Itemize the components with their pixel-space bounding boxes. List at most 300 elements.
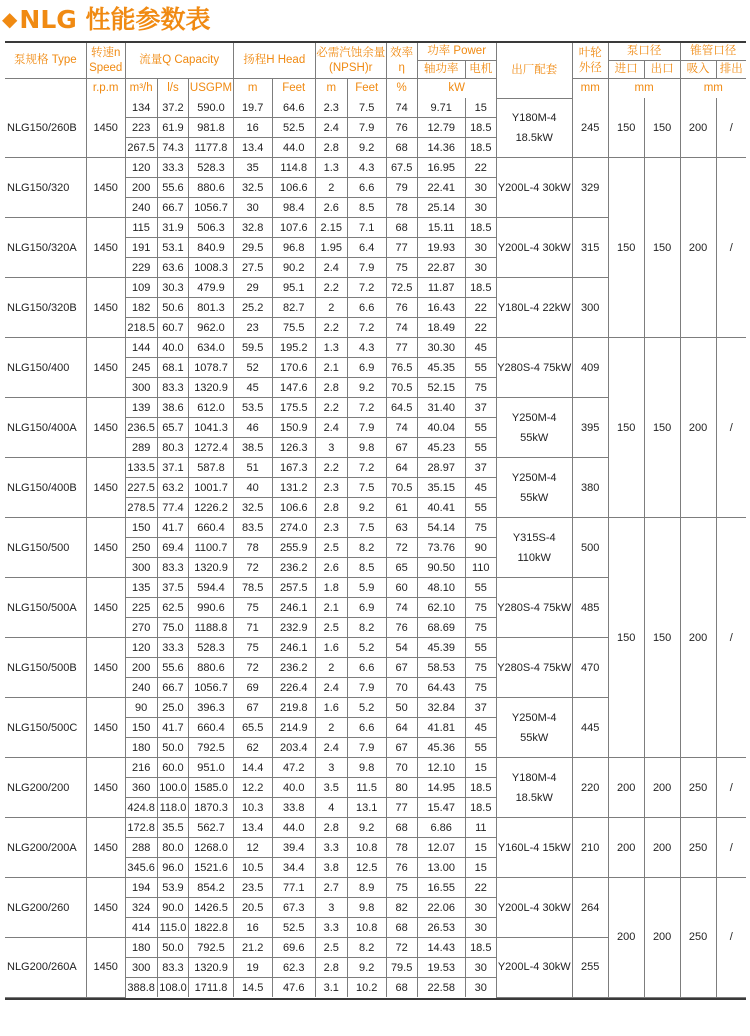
q-ls-cell: 25.0 [157,698,189,718]
npsh-feet-cell: 4.3 [347,338,386,358]
motor-power-cell: 45 [465,478,496,498]
impeller-cell: 300 [572,278,608,338]
q-usgpm-cell: 880.6 [189,658,233,678]
head-feet-cell: 52.5 [272,118,315,138]
motor-power-cell: 15 [465,758,496,778]
efficiency-cell: 77 [386,238,417,258]
outlet-cell: 200 [644,818,680,878]
model-name: NLG150/400B [5,458,86,518]
impeller-cell: 329 [572,158,608,218]
q-usgpm-cell: 590.0 [189,98,233,118]
q-m3h-cell: 278.5 [125,498,157,518]
q-m3h-cell: 288 [125,838,157,858]
motor-power-cell: 18.5 [465,138,496,158]
npsh-m-cell: 4 [315,798,347,818]
motor-power-cell: 22 [465,878,496,898]
q-m3h-cell: 388.8 [125,978,157,998]
q-m3h-cell: 240 [125,678,157,698]
npsh-feet-cell: 13.1 [347,798,386,818]
header-shaft-power: 轴功率 [417,61,465,79]
impeller-cell: 500 [572,518,608,578]
efficiency-cell: 60 [386,578,417,598]
motor-power-cell: 55 [465,498,496,518]
npsh-m-cell: 2.2 [315,318,347,338]
efficiency-cell: 50 [386,698,417,718]
npsh-m-cell: 2.1 [315,598,347,618]
speed-cell: 1450 [86,98,125,158]
impeller-cell: 395 [572,398,608,458]
efficiency-cell: 78 [386,838,417,858]
q-ls-cell: 60.7 [157,318,189,338]
npsh-feet-cell: 7.5 [347,478,386,498]
q-m3h-cell: 133.5 [125,458,157,478]
performance-table [5,43,746,998]
discharge-cell: / [716,338,746,518]
q-ls-cell: 37.2 [157,98,189,118]
q-ls-cell: 80.0 [157,838,189,858]
q-m3h-cell: 225 [125,598,157,618]
head-m-cell: 10.5 [233,858,272,878]
efficiency-cell: 72.5 [386,278,417,298]
q-ls-cell: 33.3 [157,638,189,658]
head-m-cell: 19.7 [233,98,272,118]
header-pipe-bore: 锥管口径 [680,43,746,61]
shaft-power-cell: 14.36 [417,138,465,158]
discharge-cell: / [716,878,746,998]
motor-power-cell: 18.5 [465,118,496,138]
motor-power-cell: 75 [465,678,496,698]
npsh-m-cell: 2.1 [315,358,347,378]
head-m-cell: 69 [233,678,272,698]
shaft-power-cell: 26.53 [417,918,465,938]
q-ls-cell: 77.4 [157,498,189,518]
q-ls-cell: 118.0 [157,798,189,818]
q-m3h-cell: 200 [125,658,157,678]
npsh-m-cell: 2.15 [315,218,347,238]
table-row [5,338,746,358]
head-m-cell: 65.5 [233,718,272,738]
motor-power-cell: 11 [465,818,496,838]
npsh-m-cell: 2.5 [315,938,347,958]
shaft-power-cell: 6.86 [417,818,465,838]
efficiency-cell: 63 [386,518,417,538]
speed-cell: 1450 [86,158,125,218]
q-usgpm-cell: 1320.9 [189,558,233,578]
head-m-cell: 78.5 [233,578,272,598]
motor-power-cell: 30 [465,238,496,258]
speed-cell: 1450 [86,218,125,278]
q-ls-cell: 80.3 [157,438,189,458]
npsh-feet-cell: 5.2 [347,698,386,718]
npsh-feet-cell: 9.2 [347,498,386,518]
efficiency-cell: 82 [386,898,417,918]
unit-npsh-m: m [315,79,347,99]
npsh-m-cell: 1.95 [315,238,347,258]
q-ls-cell: 30.3 [157,278,189,298]
npsh-feet-cell: 8.5 [347,558,386,578]
npsh-feet-cell: 7.1 [347,218,386,238]
npsh-feet-cell: 9.2 [347,378,386,398]
npsh-feet-cell: 9.2 [347,958,386,978]
efficiency-cell: 67 [386,658,417,678]
npsh-feet-cell: 7.2 [347,318,386,338]
motor-power-cell: 15 [465,858,496,878]
impeller-cell: 255 [572,938,608,998]
head-feet-cell: 214.9 [272,718,315,738]
npsh-m-cell: 3.3 [315,918,347,938]
head-m-cell: 75 [233,638,272,658]
q-usgpm-cell: 981.8 [189,118,233,138]
shaft-power-cell: 90.50 [417,558,465,578]
inlet-cell: 200 [608,878,644,998]
efficiency-cell: 74 [386,598,417,618]
head-m-cell: 13.4 [233,818,272,838]
efficiency-cell: 80 [386,778,417,798]
head-feet-cell: 255.9 [272,538,315,558]
shaft-power-cell: 16.43 [417,298,465,318]
shaft-power-cell: 14.43 [417,938,465,958]
motor-power-cell: 18.5 [465,938,496,958]
efficiency-cell: 70.5 [386,378,417,398]
efficiency-cell: 67.5 [386,158,417,178]
q-m3h-cell: 414 [125,918,157,938]
motor-power-cell: 18.5 [465,778,496,798]
shaft-power-cell: 54.14 [417,518,465,538]
discharge-cell: / [716,98,746,158]
npsh-feet-cell: 6.4 [347,238,386,258]
q-m3h-cell: 424.8 [125,798,157,818]
header-outlet: 出口 [644,61,680,79]
q-m3h-cell: 300 [125,958,157,978]
head-feet-cell: 257.5 [272,578,315,598]
npsh-m-cell: 2.8 [315,958,347,978]
q-usgpm-cell: 1272.4 [189,438,233,458]
q-usgpm-cell: 587.8 [189,458,233,478]
npsh-feet-cell: 12.5 [347,858,386,878]
q-m3h-cell: 115 [125,218,157,238]
motor-power-cell: 30 [465,978,496,998]
head-m-cell: 32.5 [233,178,272,198]
header-efficiency: 效率 η [386,43,417,79]
motor-power-cell: 30 [465,198,496,218]
factory-motor-cell: Y250M-4 55kW [496,458,572,518]
motor-power-cell: 30 [465,258,496,278]
head-feet-cell: 52.5 [272,918,315,938]
head-feet-cell: 131.2 [272,478,315,498]
q-m3h-cell: 172.8 [125,818,157,838]
speed-cell: 1450 [86,938,125,998]
head-feet-cell: 82.7 [272,298,315,318]
q-usgpm-cell: 840.9 [189,238,233,258]
q-m3h-cell: 139 [125,398,157,418]
head-feet-cell: 47.6 [272,978,315,998]
q-ls-cell: 83.3 [157,558,189,578]
q-m3h-cell: 300 [125,378,157,398]
q-usgpm-cell: 792.5 [189,938,233,958]
efficiency-cell: 67 [386,438,417,458]
factory-motor-cell: Y180M-4 18.5kW [496,98,572,158]
head-feet-cell: 126.3 [272,438,315,458]
suction-cell: 200 [680,98,716,158]
model-name: NLG150/260B [5,98,86,158]
q-ls-cell: 69.4 [157,538,189,558]
discharge-cell: / [716,758,746,818]
npsh-m-cell: 2.3 [315,518,347,538]
q-ls-cell: 66.7 [157,198,189,218]
npsh-feet-cell: 7.2 [347,398,386,418]
efficiency-cell: 68 [386,918,417,938]
head-m-cell: 67 [233,698,272,718]
npsh-m-cell: 2 [315,178,347,198]
head-m-cell: 23.5 [233,878,272,898]
motor-power-cell: 22 [465,158,496,178]
header-head: 扬程H Head [233,43,315,79]
q-m3h-cell: 250 [125,538,157,558]
npsh-m-cell: 2.2 [315,398,347,418]
q-m3h-cell: 240 [125,198,157,218]
shaft-power-cell: 41.81 [417,718,465,738]
head-m-cell: 51 [233,458,272,478]
q-ls-cell: 83.3 [157,958,189,978]
model-name: NLG150/400A [5,398,86,458]
motor-power-cell: 55 [465,418,496,438]
q-usgpm-cell: 1226.2 [189,498,233,518]
q-m3h-cell: 144 [125,338,157,358]
npsh-m-cell: 2.6 [315,198,347,218]
q-ls-cell: 53.1 [157,238,189,258]
suction-cell: 250 [680,878,716,998]
efficiency-cell: 76.5 [386,358,417,378]
npsh-feet-cell: 8.5 [347,198,386,218]
npsh-m-cell: 3.8 [315,858,347,878]
q-usgpm-cell: 660.4 [189,718,233,738]
q-m3h-cell: 120 [125,638,157,658]
speed-cell: 1450 [86,458,125,518]
unit-impeller: mm [572,79,608,99]
q-ls-cell: 50.0 [157,738,189,758]
efficiency-cell: 64 [386,718,417,738]
q-m3h-cell: 300 [125,558,157,578]
shaft-power-cell: 19.53 [417,958,465,978]
head-feet-cell: 40.0 [272,778,315,798]
head-feet-cell: 203.4 [272,738,315,758]
q-usgpm-cell: 1041.3 [189,418,233,438]
model-name: NLG200/200 [5,758,86,818]
unit-power: kW [417,79,496,99]
shaft-power-cell: 25.14 [417,198,465,218]
head-feet-cell: 69.6 [272,938,315,958]
efficiency-cell: 76 [386,618,417,638]
efficiency-cell: 75 [386,878,417,898]
shaft-power-cell: 13.00 [417,858,465,878]
head-m-cell: 14.4 [233,758,272,778]
npsh-m-cell: 2.8 [315,498,347,518]
shaft-power-cell: 19.93 [417,238,465,258]
motor-power-cell: 55 [465,638,496,658]
q-usgpm-cell: 1870.3 [189,798,233,818]
head-feet-cell: 246.1 [272,638,315,658]
efficiency-cell: 76 [386,298,417,318]
outlet-cell: 150 [644,518,680,758]
header-motor: 电机 [465,61,496,79]
head-m-cell: 29.5 [233,238,272,258]
npsh-feet-cell: 7.2 [347,458,386,478]
efficiency-cell: 75 [386,258,417,278]
npsh-feet-cell: 8.2 [347,938,386,958]
q-m3h-cell: 289 [125,438,157,458]
speed-cell: 1450 [86,638,125,698]
model-name: NLG150/500A [5,578,86,638]
npsh-feet-cell: 9.8 [347,758,386,778]
npsh-feet-cell: 7.9 [347,118,386,138]
q-m3h-cell: 218.5 [125,318,157,338]
motor-power-cell: 37 [465,698,496,718]
q-ls-cell: 63.6 [157,258,189,278]
model-name: NLG200/260 [5,878,86,938]
head-m-cell: 78 [233,538,272,558]
q-m3h-cell: 229 [125,258,157,278]
npsh-m-cell: 2.5 [315,618,347,638]
npsh-feet-cell: 8.9 [347,878,386,898]
table-row [5,158,746,178]
npsh-m-cell: 2.3 [315,478,347,498]
efficiency-cell: 70 [386,678,417,698]
table-row [5,98,746,118]
npsh-m-cell: 3 [315,438,347,458]
efficiency-cell: 74 [386,318,417,338]
diamond-icon: ◆ [2,7,18,31]
npsh-m-cell: 2.4 [315,738,347,758]
unit-q-ls: l/s [157,79,189,99]
motor-power-cell: 75 [465,658,496,678]
suction-cell: 200 [680,338,716,518]
efficiency-cell: 70.5 [386,478,417,498]
factory-motor-cell: Y200L-4 30kW [496,158,572,218]
impeller-cell: 380 [572,458,608,518]
shaft-power-cell: 32.84 [417,698,465,718]
npsh-feet-cell: 7.9 [347,418,386,438]
efficiency-cell: 54 [386,638,417,658]
factory-motor-cell: Y180L-4 22kW [496,278,572,338]
npsh-feet-cell: 6.9 [347,358,386,378]
efficiency-cell: 68 [386,218,417,238]
model-name: NLG150/320A [5,218,86,278]
head-m-cell: 53.5 [233,398,272,418]
impeller-cell: 220 [572,758,608,818]
q-usgpm-cell: 1188.8 [189,618,233,638]
suction-cell: 200 [680,158,716,338]
head-m-cell: 10.3 [233,798,272,818]
q-usgpm-cell: 1320.9 [189,958,233,978]
head-feet-cell: 44.0 [272,818,315,838]
head-m-cell: 38.5 [233,438,272,458]
npsh-m-cell: 2.4 [315,678,347,698]
unit-speed: r.p.m [86,79,125,99]
outlet-cell: 150 [644,158,680,338]
q-usgpm-cell: 1521.6 [189,858,233,878]
model-name: NLG200/200A [5,818,86,878]
head-feet-cell: 167.3 [272,458,315,478]
head-m-cell: 71 [233,618,272,638]
head-feet-cell: 44.0 [272,138,315,158]
head-m-cell: 35 [233,158,272,178]
outlet-cell: 200 [644,758,680,818]
header-capacity: 流量Q Capacity [125,43,233,79]
shaft-power-cell: 15.11 [417,218,465,238]
npsh-m-cell: 2.2 [315,458,347,478]
q-usgpm-cell: 396.3 [189,698,233,718]
npsh-m-cell: 2.4 [315,118,347,138]
speed-cell: 1450 [86,878,125,938]
npsh-m-cell: 1.3 [315,158,347,178]
page-title-text: NLG 性能参数表 [19,5,211,34]
impeller-cell: 245 [572,98,608,158]
npsh-m-cell: 3.3 [315,838,347,858]
q-usgpm-cell: 1001.7 [189,478,233,498]
shaft-power-cell: 45.36 [417,738,465,758]
q-ls-cell: 33.3 [157,158,189,178]
npsh-m-cell: 1.3 [315,338,347,358]
header-factory-motor: 出厂配套 [496,43,572,98]
q-usgpm-cell: 612.0 [189,398,233,418]
q-m3h-cell: 267.5 [125,138,157,158]
motor-power-cell: 22 [465,298,496,318]
q-usgpm-cell: 1585.0 [189,778,233,798]
efficiency-cell: 72 [386,938,417,958]
speed-cell: 1450 [86,338,125,398]
inlet-cell: 150 [608,518,644,758]
suction-cell: 250 [680,758,716,818]
shaft-power-cell: 12.79 [417,118,465,138]
header-power: 功率 Power [417,43,496,61]
shaft-power-cell: 16.55 [417,878,465,898]
npsh-feet-cell: 7.5 [347,518,386,538]
shaft-power-cell: 28.97 [417,458,465,478]
head-m-cell: 62 [233,738,272,758]
q-ls-cell: 115.0 [157,918,189,938]
q-ls-cell: 41.7 [157,718,189,738]
motor-power-cell: 22 [465,318,496,338]
model-name: NLG150/320B [5,278,86,338]
q-ls-cell: 108.0 [157,978,189,998]
impeller-cell: 264 [572,878,608,938]
shaft-power-cell: 58.53 [417,658,465,678]
shaft-power-cell: 40.41 [417,498,465,518]
q-m3h-cell: 236.5 [125,418,157,438]
q-usgpm-cell: 594.4 [189,578,233,598]
npsh-feet-cell: 9.8 [347,898,386,918]
npsh-feet-cell: 7.9 [347,258,386,278]
head-feet-cell: 195.2 [272,338,315,358]
q-ls-cell: 31.9 [157,218,189,238]
q-usgpm-cell: 1426.5 [189,898,233,918]
npsh-m-cell: 2.8 [315,378,347,398]
efficiency-cell: 79 [386,178,417,198]
header-model: 泵规格 Type [5,43,86,79]
q-usgpm-cell: 528.3 [189,638,233,658]
shaft-power-cell: 68.69 [417,618,465,638]
head-feet-cell: 106.6 [272,178,315,198]
shaft-power-cell: 22.41 [417,178,465,198]
header-impeller: 叶轮 外径 [572,43,608,79]
q-usgpm-cell: 880.6 [189,178,233,198]
factory-motor-cell: Y280S-4 75kW [496,338,572,398]
discharge-cell: / [716,518,746,758]
motor-power-cell: 18.5 [465,798,496,818]
q-m3h-cell: 223 [125,118,157,138]
q-usgpm-cell: 1100.7 [189,538,233,558]
q-m3h-cell: 180 [125,938,157,958]
